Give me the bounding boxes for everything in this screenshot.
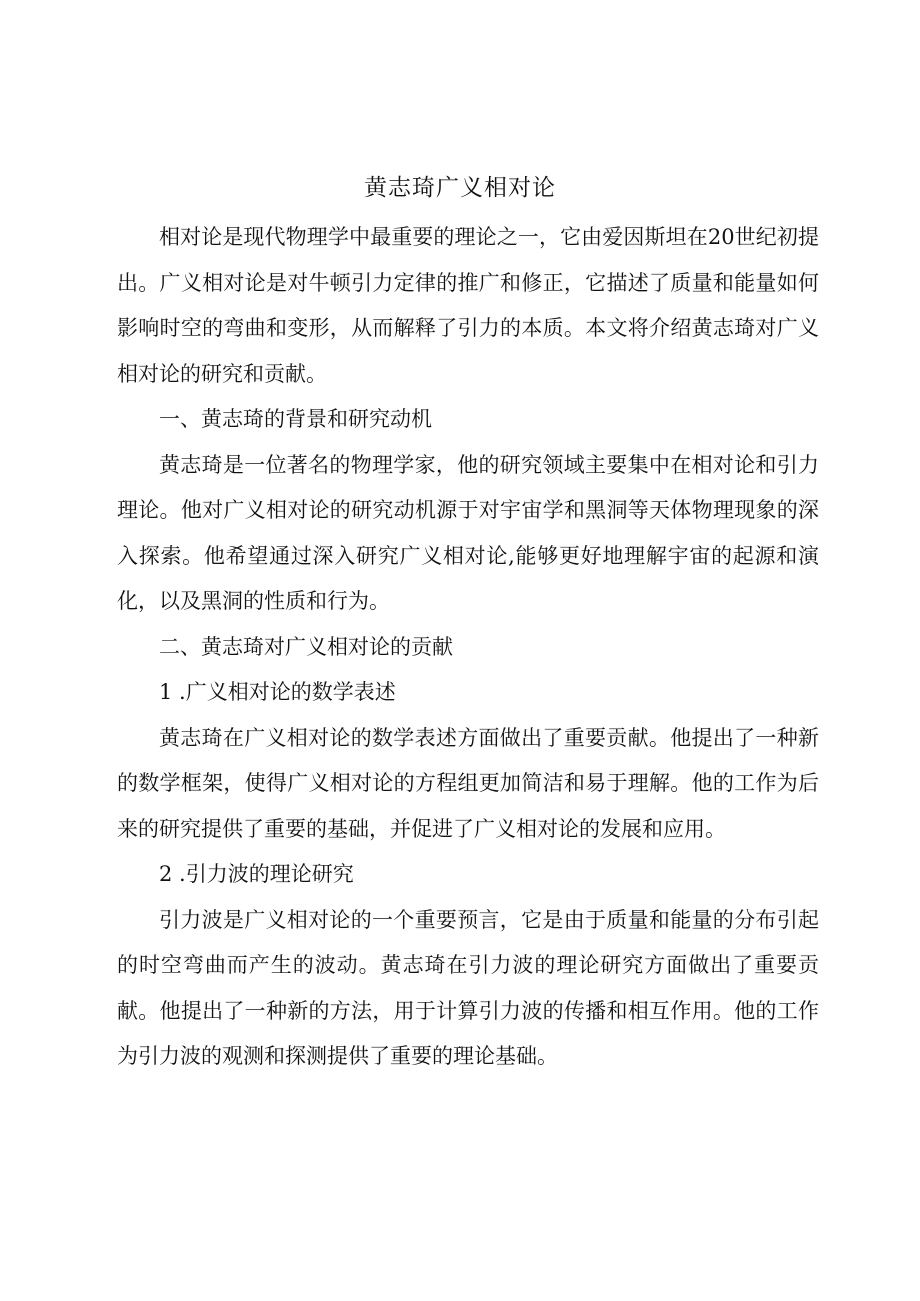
background-paragraph: 黄志琦是一位著名的物理学家，他的研究领域主要集中在相对论和引力理论。他对广义相对论的研究动机源于对宇宙学和黑洞等天体物理现象的深入探索。他希望通过深入研究广义相对论,能够更好地理解宇宙的起源和演化，以及黑洞的性质和行为。	[117, 452, 819, 613]
gravitational-waves-paragraph: 引力波是广义相对论的一个重要预言，它是由于质量和能量的分布引起的时空弯曲而产生的波动。黄志琦在引力波的理论研究方面做出了重要贡献。他提出了一种新的方法，用于计算引力波的传播和相互作用。他的工作为引力波的观测和探测提供了重要的理论基础。	[117, 907, 819, 1068]
math-paragraph: 黄志琦在广义相对论的数学表述方面做出了重要贡献。他提出了一种新的数学框架，使得广义相对论的方程组更加简洁和易于理解。他的工作为后来的研究提供了重要的基础，并促进了广义相对论的发展和应用。	[117, 725, 819, 841]
subsection-heading-math: 1 .广义相对论的数学表述	[159, 680, 396, 704]
document-title: 黄志琦广义相对论	[364, 175, 556, 201]
section-heading-contributions: 二、黄志琦对广义相对论的贡献	[159, 634, 453, 659]
intro-paragraph: 相对论是现代物理学中最重要的理论之一，它由爱因斯坦在20世纪初提出。广义相对论是对牛顿引力定律的推广和修正，它描述了质量和能量如何影响时空的弯曲和变形，从而解释了引力的本质。本文将介绍黄志琦对广义相对论的研究和贡献。	[117, 225, 819, 386]
section-heading-background: 一、黄志琦的背景和研究动机	[159, 407, 432, 431]
document-body	[117, 215, 819, 1080]
subsection-heading-gravitational-waves: 2 .引力波的理论研究	[159, 862, 354, 886]
